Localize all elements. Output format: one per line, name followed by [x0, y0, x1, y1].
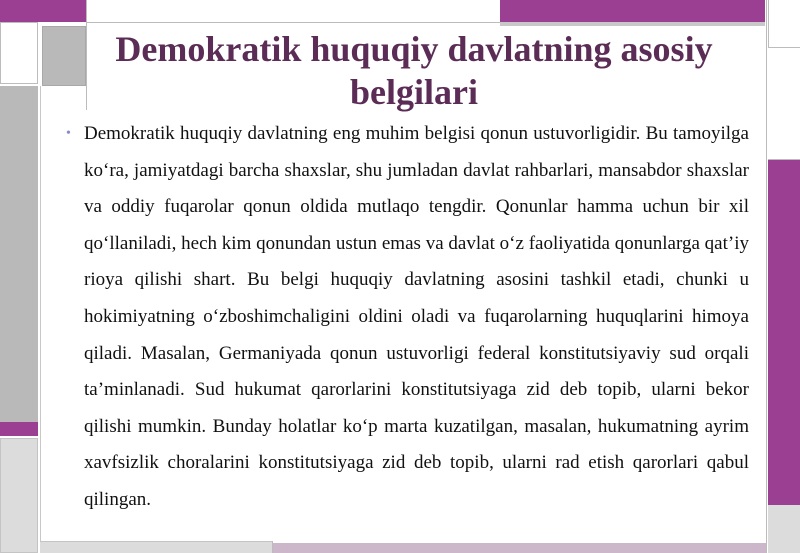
- deco-left-purple-line: [0, 422, 38, 436]
- deco-bottom-gray-bar: [40, 541, 272, 553]
- deco-bottom-purple-bar: [273, 543, 766, 553]
- deco-left-gray-bar: [0, 86, 38, 422]
- deco-top-line: [86, 22, 501, 23]
- slide-title: Demokratik huquqiy davlatning asosiy belgilari: [115, 29, 713, 112]
- deco-right-gray-box: [768, 505, 800, 553]
- deco-left-vertical-line-2: [40, 86, 41, 553]
- deco-left-purple-top: [0, 0, 86, 22]
- deco-right-white-box: [768, 48, 800, 160]
- deco-top-gray-bar: [500, 22, 765, 26]
- deco-right-purple-bar: [768, 160, 800, 505]
- deco-left-top-box: [0, 22, 38, 84]
- slide-body-text: Demokratik huquqiy davlatning eng muhim belgisi qonun ustuvorligidir. Bu tamoyilga ko‘ra, jamiyatdagi barcha shaxslar, shu jumladan davlat rahbarlari, mansabdor shaxslar va oddiy fuqarolar qonun oldida mutlaqo tengdir. Qonunlar hamma uchun bir xil qo‘llaniladi, hech kim qonundan ustun emas va davlat o‘z faoliyatida qonunlarga qat’iy rioya qilishi shart. Bu belgi huquqiy davlatning asosini tashkil etadi, chunki u hokimiyatning o‘zboshimchaligini oldini oladi va fuqarolarning huquqlarini himoya qiladi. Masalan, Germaniyada qonun ustuvorligi federal konstitutsiyaviy sud orqali ta’minlanadi. Sud hukumat qarorlarini konstitutsiyaga zid deb topib, ularni bekor qilishi mumkin. Bunday holatlar ko‘p marta kuzatilgan, masalan, hukumatning ayrim xavfsizlik choralarini konstitutsiyaga zid deb topib, ularni rad etish qarorlari qabul qilingan.: [84, 123, 749, 510]
- deco-top-purple-bar: [500, 0, 765, 22]
- deco-left-bottom-box: [0, 438, 38, 553]
- bullet-marker: •: [66, 126, 71, 141]
- deco-right-top-box: [768, 0, 800, 48]
- deco-left-vertical-line: [86, 0, 87, 110]
- deco-left-gray-box: [42, 26, 86, 86]
- deco-right-vertical-line: [766, 0, 767, 553]
